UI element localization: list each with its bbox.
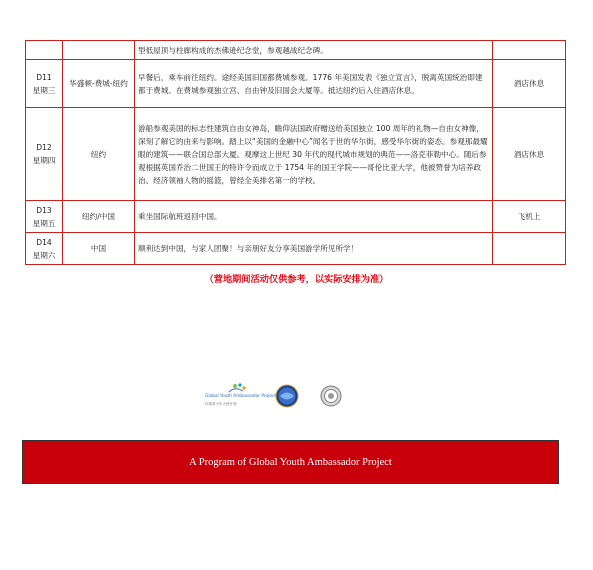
- global-youth-name: Global Youth Ambassador Project: [205, 394, 277, 399]
- program-footer-banner: [22, 440, 559, 484]
- round-seal-logo: [320, 385, 342, 407]
- day-number: D13: [36, 205, 52, 215]
- description-cell: 游船参观美国的标志性建筑自由女神岛，瞻仰法国政府赠送给美国独立 100 周年的礼物—自由女神像，深刻了解它的由来与影响。踏上以“美国的金融中心”闻名于世的华尔街，感受华尔街的姿态。参观那最耀眼的建筑——联合国总部大厦。观摩这上世纪 30 年代的现代城市规划的典范——洛克菲勒中心。随后参观根据英国乔治二世国王的特许令而成立于 1754 年的国王学院——哥伦比亚大学，他被赞誉为培养政治、经济领袖人物的摇篮，曾经全美排名第一的学校。: [135, 108, 493, 201]
- weekday: 星期六: [32, 250, 56, 260]
- location-cell: [63, 41, 135, 60]
- table-row: [26, 201, 566, 233]
- global-youth-logo: [205, 381, 277, 411]
- globe-emblem-logo: [275, 384, 299, 408]
- day-cell: [26, 41, 63, 60]
- description-cell: 型低屋顶与柱廊构成的杰佛逊纪念堂，参观越战纪念碑。: [135, 41, 493, 60]
- description-cell: 乘坐国际航班返回中国。: [135, 201, 493, 233]
- weekday: 星期五: [32, 218, 56, 228]
- global-youth-cn: 环球青少年大使计划: [205, 402, 237, 406]
- day-cell: [26, 60, 63, 108]
- day-number: D12: [36, 143, 52, 152]
- itinerary-table: [25, 40, 566, 265]
- weekday: 星期四: [32, 156, 56, 165]
- weekday: 星期三: [32, 85, 56, 95]
- schedule-note: （营地期间活动仅供参考，以实际安排为准）: [204, 274, 389, 285]
- location-cell: 中国: [63, 233, 135, 265]
- accommodation-cell: 酒店休息: [493, 60, 566, 108]
- location-cell: 纽约/中国: [63, 201, 135, 233]
- table-row: [26, 41, 566, 60]
- day-cell: [26, 233, 63, 265]
- description-cell: 顺利达到中国，与家人团聚！与亲朋好友分享美国游学所见所学！: [135, 233, 493, 265]
- accommodation-cell: 酒店休息: [493, 108, 566, 201]
- accommodation-cell: [493, 233, 566, 265]
- table-row: [26, 108, 566, 201]
- location-cell: 纽约: [63, 108, 135, 201]
- table-row: [26, 233, 566, 265]
- description-cell: 早餐后，乘车前往纽约。途经美国旧国都费城参观。1776 年美国发表《独立宣言》，脱离英国统治即建都于费城。在费城参观独立宫、自由钟及旧国会大厦等。抵达纽约后入住酒店休息。: [135, 60, 493, 108]
- accommodation-cell: 飞机上: [493, 201, 566, 233]
- day-number: D14: [36, 237, 52, 247]
- day-cell: [26, 201, 63, 233]
- partner-logos: [195, 375, 355, 415]
- table-row: [26, 60, 566, 108]
- accommodation-cell: [493, 41, 566, 60]
- location-cell: 华盛顿-费城-纽约: [63, 60, 135, 108]
- footer-text: A Program of Global Youth Ambassador Project: [189, 456, 392, 468]
- day-cell: [26, 108, 63, 201]
- day-number: D11: [36, 72, 52, 82]
